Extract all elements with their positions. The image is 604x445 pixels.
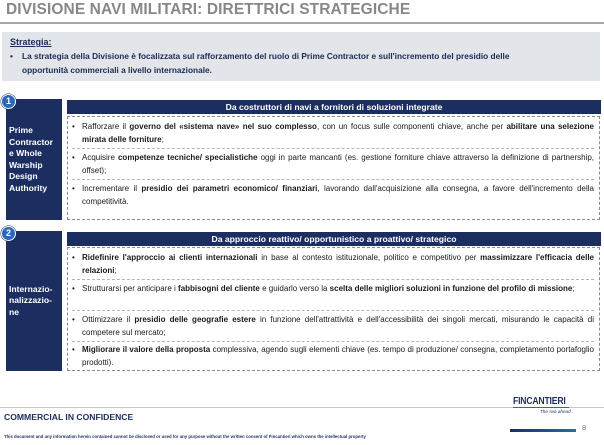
item-text-run: in base al contesto istituzionale, politico e competitivo per: [257, 253, 481, 262]
item-text-bold: abilitare una selezione mirata delle forniture: [82, 122, 595, 144]
item-text-bold: governo del «sistema nave»: [129, 122, 240, 131]
side-label-line: Contractor: [9, 136, 53, 147]
strategy-label: Strategia:: [10, 37, 52, 47]
section-2-side-label: [9, 284, 52, 319]
item-text-run: Strutturarsi per anticipare i: [82, 284, 179, 293]
strategy-bullet: •: [10, 51, 13, 61]
section-1-number-badge: 1: [1, 94, 16, 109]
item-bullet: •: [72, 284, 75, 293]
item-text-bold: presidio delle geografie estere: [134, 315, 256, 324]
list-item: [72, 252, 594, 277]
item-text-bold: presidio dei parametri economico/ finanziari: [141, 184, 318, 193]
item-bullet: •: [72, 184, 75, 193]
item-text-bold: massimizzare l'efficacia delle relazioni: [82, 253, 594, 275]
item-bullet: •: [72, 315, 75, 324]
strategy-line-1: La strategia della Divisione è focalizzata sul rafforzamento del ruolo di Prime Contractor e sull'incremento del presidio delle: [22, 51, 510, 61]
item-text-run: , lavorando dall'acquisizione alla consegna, a favore dell'incremento della competitività.: [82, 184, 594, 206]
list-item: [72, 314, 594, 339]
section-1-heading: Da costruttori di navi a fornitori di soluzioni integrate: [67, 100, 601, 114]
item-bullet: •: [72, 345, 75, 354]
item-text: [72, 314, 594, 339]
item-text-run: , con un focus sulle componenti chiave, anche per: [316, 122, 507, 131]
page-title: DIVISIONE NAVI MILITARI: DIRETTRICI STRATEGICHE: [6, 1, 411, 18]
side-label-line: e Whole: [9, 148, 42, 158]
item-bullet: •: [72, 122, 75, 131]
item-text-bold: Ridefinire l'approccio ai clienti internazionali: [82, 253, 258, 262]
item-separator: [72, 148, 594, 149]
side-label-line: Prime: [9, 125, 33, 135]
item-text-run: e guidarlo verso la: [259, 284, 330, 293]
item-text-run: Ottimizzare il: [82, 315, 135, 324]
item-separator: [72, 310, 594, 311]
item-bullet: •: [72, 253, 75, 262]
logo-name: FINCANTIERI: [513, 396, 566, 407]
strategy-line-2: opportunità commerciali a livello internazionale.: [22, 65, 212, 75]
title-rule: [0, 22, 604, 24]
item-text-run: Incrementare il: [82, 184, 142, 193]
strategy-box: [2, 32, 600, 81]
side-label-line: ne: [9, 306, 20, 317]
item-text: [72, 183, 594, 208]
section-1-side-label: [9, 125, 53, 194]
list-item: [72, 183, 594, 208]
section-2-box: [67, 247, 600, 371]
list-item: [72, 344, 594, 369]
item-separator: [72, 279, 594, 280]
side-label-line: nalizzazio-: [9, 295, 52, 306]
item-bullet: •: [72, 153, 75, 162]
item-text: [72, 283, 594, 296]
item-separator: [72, 341, 594, 342]
side-label-line: Design: [9, 171, 38, 181]
item-text: [72, 152, 594, 177]
item-text-run: ;: [114, 265, 117, 275]
item-text-bold: competenze tecniche/ specialistiche: [117, 153, 258, 162]
logo-line: [513, 407, 569, 408]
item-text-run: oggi in parte mancanti (es. gestione forniture chiave attraverso la definizione di partnership, offset);: [82, 153, 595, 175]
section-2-heading: Da approccio reattivo/ opportunistico a proattivo/ strategico: [67, 232, 601, 246]
item-text: [72, 252, 594, 277]
side-label-line: Internazio-: [9, 283, 53, 294]
fincantieri-logo: [513, 396, 569, 426]
side-label-line: Authority: [9, 182, 48, 193]
item-text-run: ;: [572, 284, 575, 293]
side-label-line: Warship: [9, 159, 43, 170]
confidential-label: COMMERCIAL IN CONFIDENCE: [4, 412, 134, 422]
section-2-number-badge: 2: [1, 226, 16, 241]
list-item: [72, 152, 594, 177]
item-text: [72, 344, 594, 369]
footer-bar: [510, 429, 576, 432]
item-text-bold: fabbisogni del cliente: [178, 284, 260, 293]
item-text-bold: Migliorare il valore della proposta: [82, 345, 211, 354]
item-text-bold: scelta delle migliori soluzioni in funzione del profilo di missione: [329, 284, 573, 293]
section-2-side-bar: [6, 231, 62, 371]
disclaimer-text: This document and any information herein contained cannot be disclosed or used for any purpose without the written consent of Fincantieri which owns the intellectual property: [4, 434, 366, 439]
item-text: [72, 121, 594, 146]
list-item: [72, 121, 594, 146]
strategy-text: [10, 49, 594, 77]
item-text-run: ;: [161, 134, 164, 144]
logo-tagline: The sea ahead: [540, 409, 571, 414]
item-text-run: in funzione dell'attrattività e dell'accessibilità dei singoli mercati, misurando le capacità di competere sul mercato;: [82, 315, 594, 337]
item-text-bold: nel suo complesso: [242, 122, 317, 131]
page-number: 8: [582, 423, 587, 432]
section-1-side-bar: [6, 99, 62, 220]
item-text-run: complessiva, agendo sugli elementi chiave (es. tempo di produzione/ consegna, completamento portafoglio prodotti).: [82, 345, 595, 367]
item-text-run: Acquisire: [82, 153, 118, 162]
item-separator: [72, 179, 594, 180]
item-text-run: Rafforzare il: [82, 122, 130, 131]
list-item: [72, 283, 594, 296]
section-1-box: [67, 116, 600, 220]
